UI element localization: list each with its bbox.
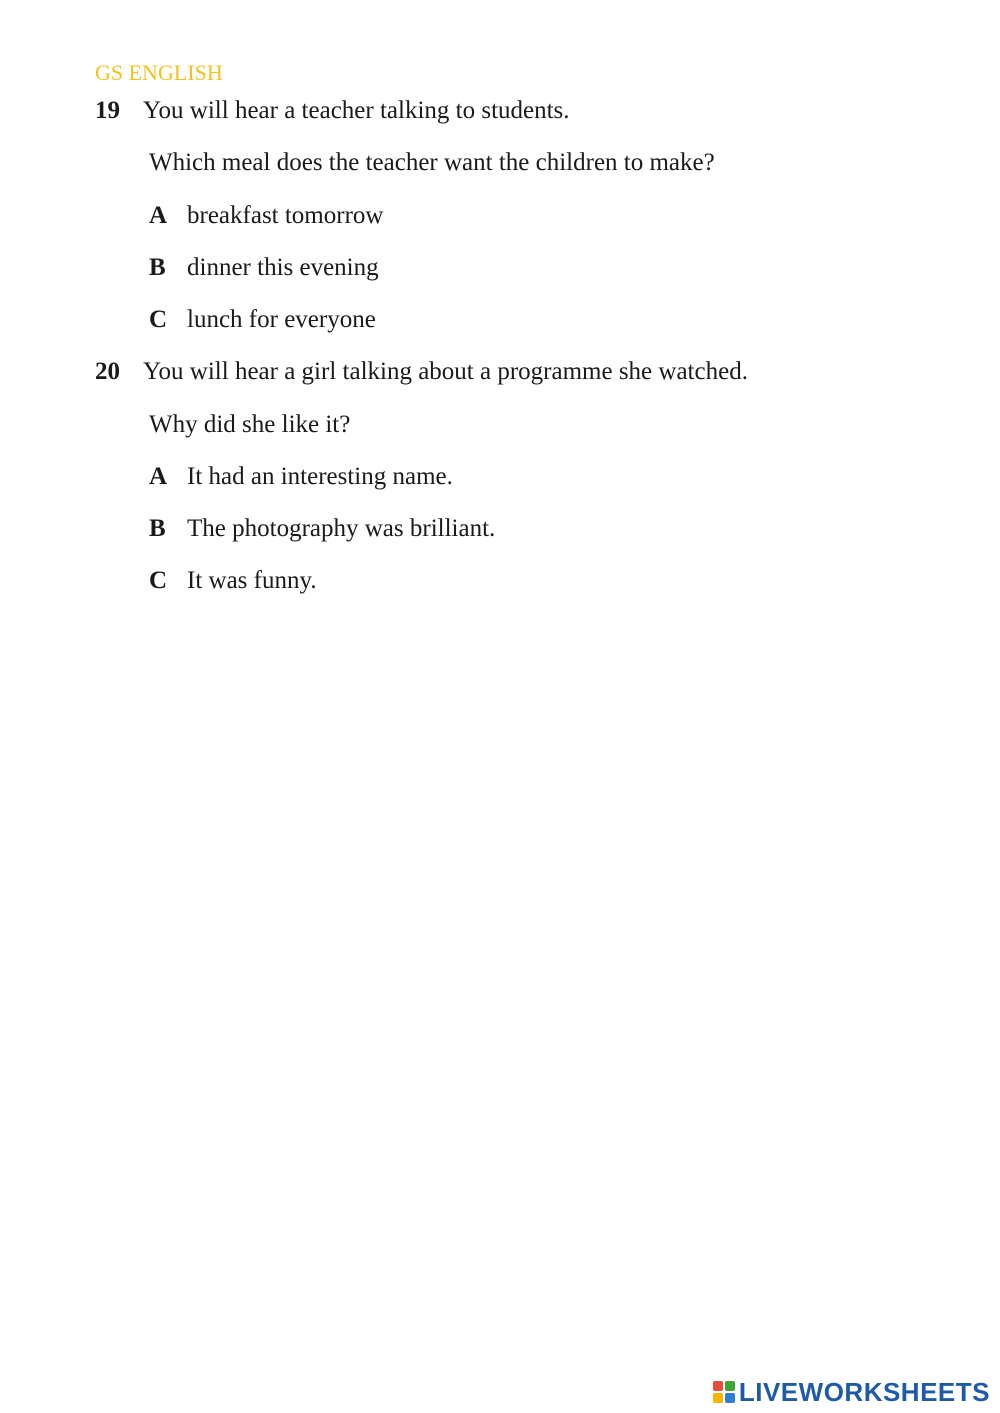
answer-option[interactable]: [149, 201, 383, 231]
answer-option[interactable]: [149, 462, 453, 492]
option-letter: B: [149, 515, 166, 542]
answer-option[interactable]: [149, 305, 376, 335]
question-intro: [95, 357, 748, 387]
answer-option[interactable]: [149, 566, 317, 596]
question-intro: [95, 96, 570, 126]
option-text: The photography was brilliant.: [187, 515, 496, 542]
answer-option[interactable]: [149, 514, 495, 544]
option-text: breakfast tomorrow: [187, 202, 384, 229]
option-letter: A: [149, 202, 168, 229]
page-header: GS ENGLISH: [95, 60, 223, 85]
logo-cell: [713, 1393, 723, 1403]
logo-cell: [713, 1381, 723, 1391]
logo-cell: [725, 1393, 735, 1403]
answer-option[interactable]: [149, 253, 379, 283]
option-text: lunch for everyone: [187, 306, 376, 333]
option-letter: B: [149, 254, 166, 281]
option-text: It was funny.: [187, 567, 317, 594]
liveworksheets-brand[interactable]: [713, 1376, 990, 1407]
option-letter: A: [149, 463, 168, 490]
brand-text: LIVEWORKSHEETS: [738, 1376, 990, 1407]
option-text: dinner this evening: [187, 254, 379, 281]
logo-cell: [725, 1381, 735, 1391]
question-number: 20: [95, 358, 120, 385]
question-intro-text: You will hear a teacher talking to students.: [143, 97, 570, 124]
question-intro-text: You will hear a girl talking about a programme she watched.: [143, 358, 748, 385]
option-letter: C: [149, 306, 168, 333]
liveworksheets-logo-icon: [713, 1381, 735, 1403]
question-prompt: Which meal does the teacher want the children to make?: [149, 149, 715, 176]
question-prompt: Why did she like it?: [149, 411, 351, 438]
option-text: It had an interesting name.: [187, 463, 453, 490]
option-letter: C: [149, 567, 168, 594]
question-number: 19: [95, 97, 120, 124]
